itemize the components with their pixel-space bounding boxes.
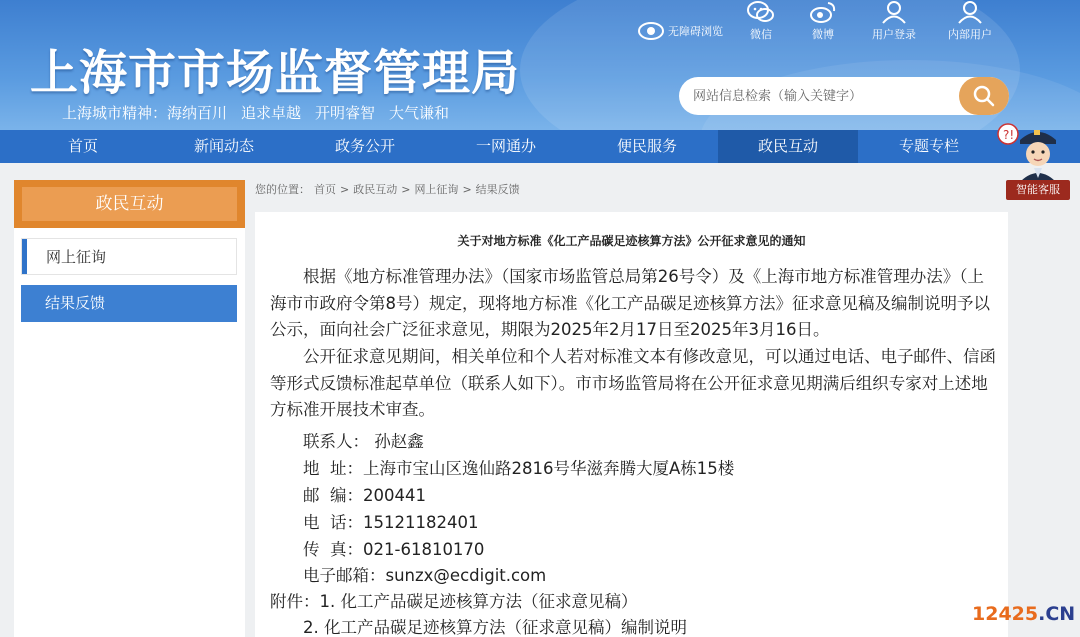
article-title: 关于对地方标准《化工产品碳足迹核算方法》公开征求意见的通知 [457, 234, 806, 248]
article-paragraph: 公开征求意见期间，相关单位和个人若对标准文本有修改意见，可以通过电话、电子邮件、信函等形式反馈标准起草单位（联系人如下）。市市场监管局将在公开征求意见期满后组织专家对上述地方标准开展技术审查。 [270, 347, 996, 419]
sidebar-item-online-consultation[interactable]: 网上征询 [21, 238, 237, 275]
contact-email: 电子邮箱：sunzx@ecdigit.com [303, 566, 547, 585]
sidebar-item-result-feedback[interactable]: 结果反馈 [21, 285, 237, 322]
watermark-logo: 12425.CN [972, 603, 1076, 625]
main-nav [0, 130, 1080, 163]
breadcrumb-home[interactable]: 首页 [314, 183, 336, 196]
chatbot-button[interactable]: ?! 智能客服 [996, 118, 1076, 204]
user-icon [879, 0, 909, 24]
contact-name: 联系人： 孙赵鑫 [303, 432, 424, 451]
weibo-link[interactable]: 微博 [793, 0, 853, 42]
article-panel [255, 212, 1008, 637]
sidebar-header [14, 180, 245, 228]
user-icon [955, 0, 985, 24]
nav-item-interaction[interactable]: 政民互动 [718, 130, 858, 163]
accessibility-link[interactable]: 无障碍浏览 [638, 20, 723, 42]
attachment-link[interactable]: 2. 化工产品碳足迹核算方法（征求意见稿）编制说明 [303, 618, 687, 637]
attachment-link[interactable]: 1. 化工产品碳足迹核算方法（征求意见稿） [319, 592, 638, 611]
breadcrumb-feedback[interactable]: 结果反馈 [475, 183, 520, 196]
wechat-link[interactable]: 微信 [731, 0, 791, 42]
email-link[interactable]: sunzx@ecdigit.com [385, 566, 547, 585]
city-spirit: 上海城市精神：海纳百川 追求卓越 开明睿智 大气谦和 [62, 104, 450, 122]
attachment-1: 附件：1. 化工产品碳足迹核算方法（征求意见稿） [270, 592, 638, 611]
internal-user-link[interactable]: 内部用户 [940, 0, 1000, 42]
nav-item-services[interactable]: 便民服务 [616, 137, 677, 155]
attachment-2 [303, 614, 687, 637]
contact-phone: 电 话：15121182401 [303, 513, 479, 532]
breadcrumb: 您的位置： 首页 > 政民互动 > 网上征询 > 结果反馈 [255, 183, 520, 196]
search-button[interactable] [959, 77, 1009, 115]
breadcrumb-consultation[interactable]: 网上征询 [414, 183, 459, 196]
breadcrumb-interaction[interactable]: 政民互动 [353, 183, 398, 196]
site-title[interactable]: 上海市市场监督管理局 [30, 45, 521, 101]
eye-icon [638, 20, 664, 42]
site-header [0, 0, 1080, 130]
weibo-icon [808, 0, 838, 24]
nav-item-public-affairs[interactable]: 政务公开 [334, 137, 395, 155]
search-icon [972, 84, 996, 108]
site-search [679, 77, 1009, 115]
user-login-link[interactable]: 用户登录 [864, 0, 924, 42]
nav-item-news[interactable]: 新闻动态 [193, 137, 254, 155]
customer-service-avatar-icon [996, 118, 1076, 184]
sidebar-title: 政民互动 [22, 187, 237, 221]
wechat-icon [746, 0, 776, 24]
nav-item-one-stop[interactable]: 一网通办 [475, 137, 536, 155]
article-paragraph: 根据《地方标准管理办法》（国家市场监管总局第26号令）及《上海市地方标准管理办法》（上海市市政府令第8号）规定，现将地方标准《化工产品碳足迹核算方法》征求意见稿及编制说明予以公示，面向社会广泛征求意见，期限为2025年2月17日至2025年3月16日。 [270, 267, 990, 339]
search-input[interactable] [693, 85, 953, 107]
sidebar [14, 228, 245, 637]
nav-item-home[interactable]: 首页 [67, 137, 98, 155]
contact-postcode: 邮 编：200441 [303, 486, 426, 505]
nav-item-topics[interactable]: 专题专栏 [898, 137, 959, 155]
svg-text:?!: ?! [1003, 128, 1015, 142]
contact-address: 地 址：上海市宝山区逸仙路2816号华滋奔腾大厦A栋15楼 [303, 459, 735, 478]
contact-fax: 传 真：021-61810170 [303, 540, 485, 559]
